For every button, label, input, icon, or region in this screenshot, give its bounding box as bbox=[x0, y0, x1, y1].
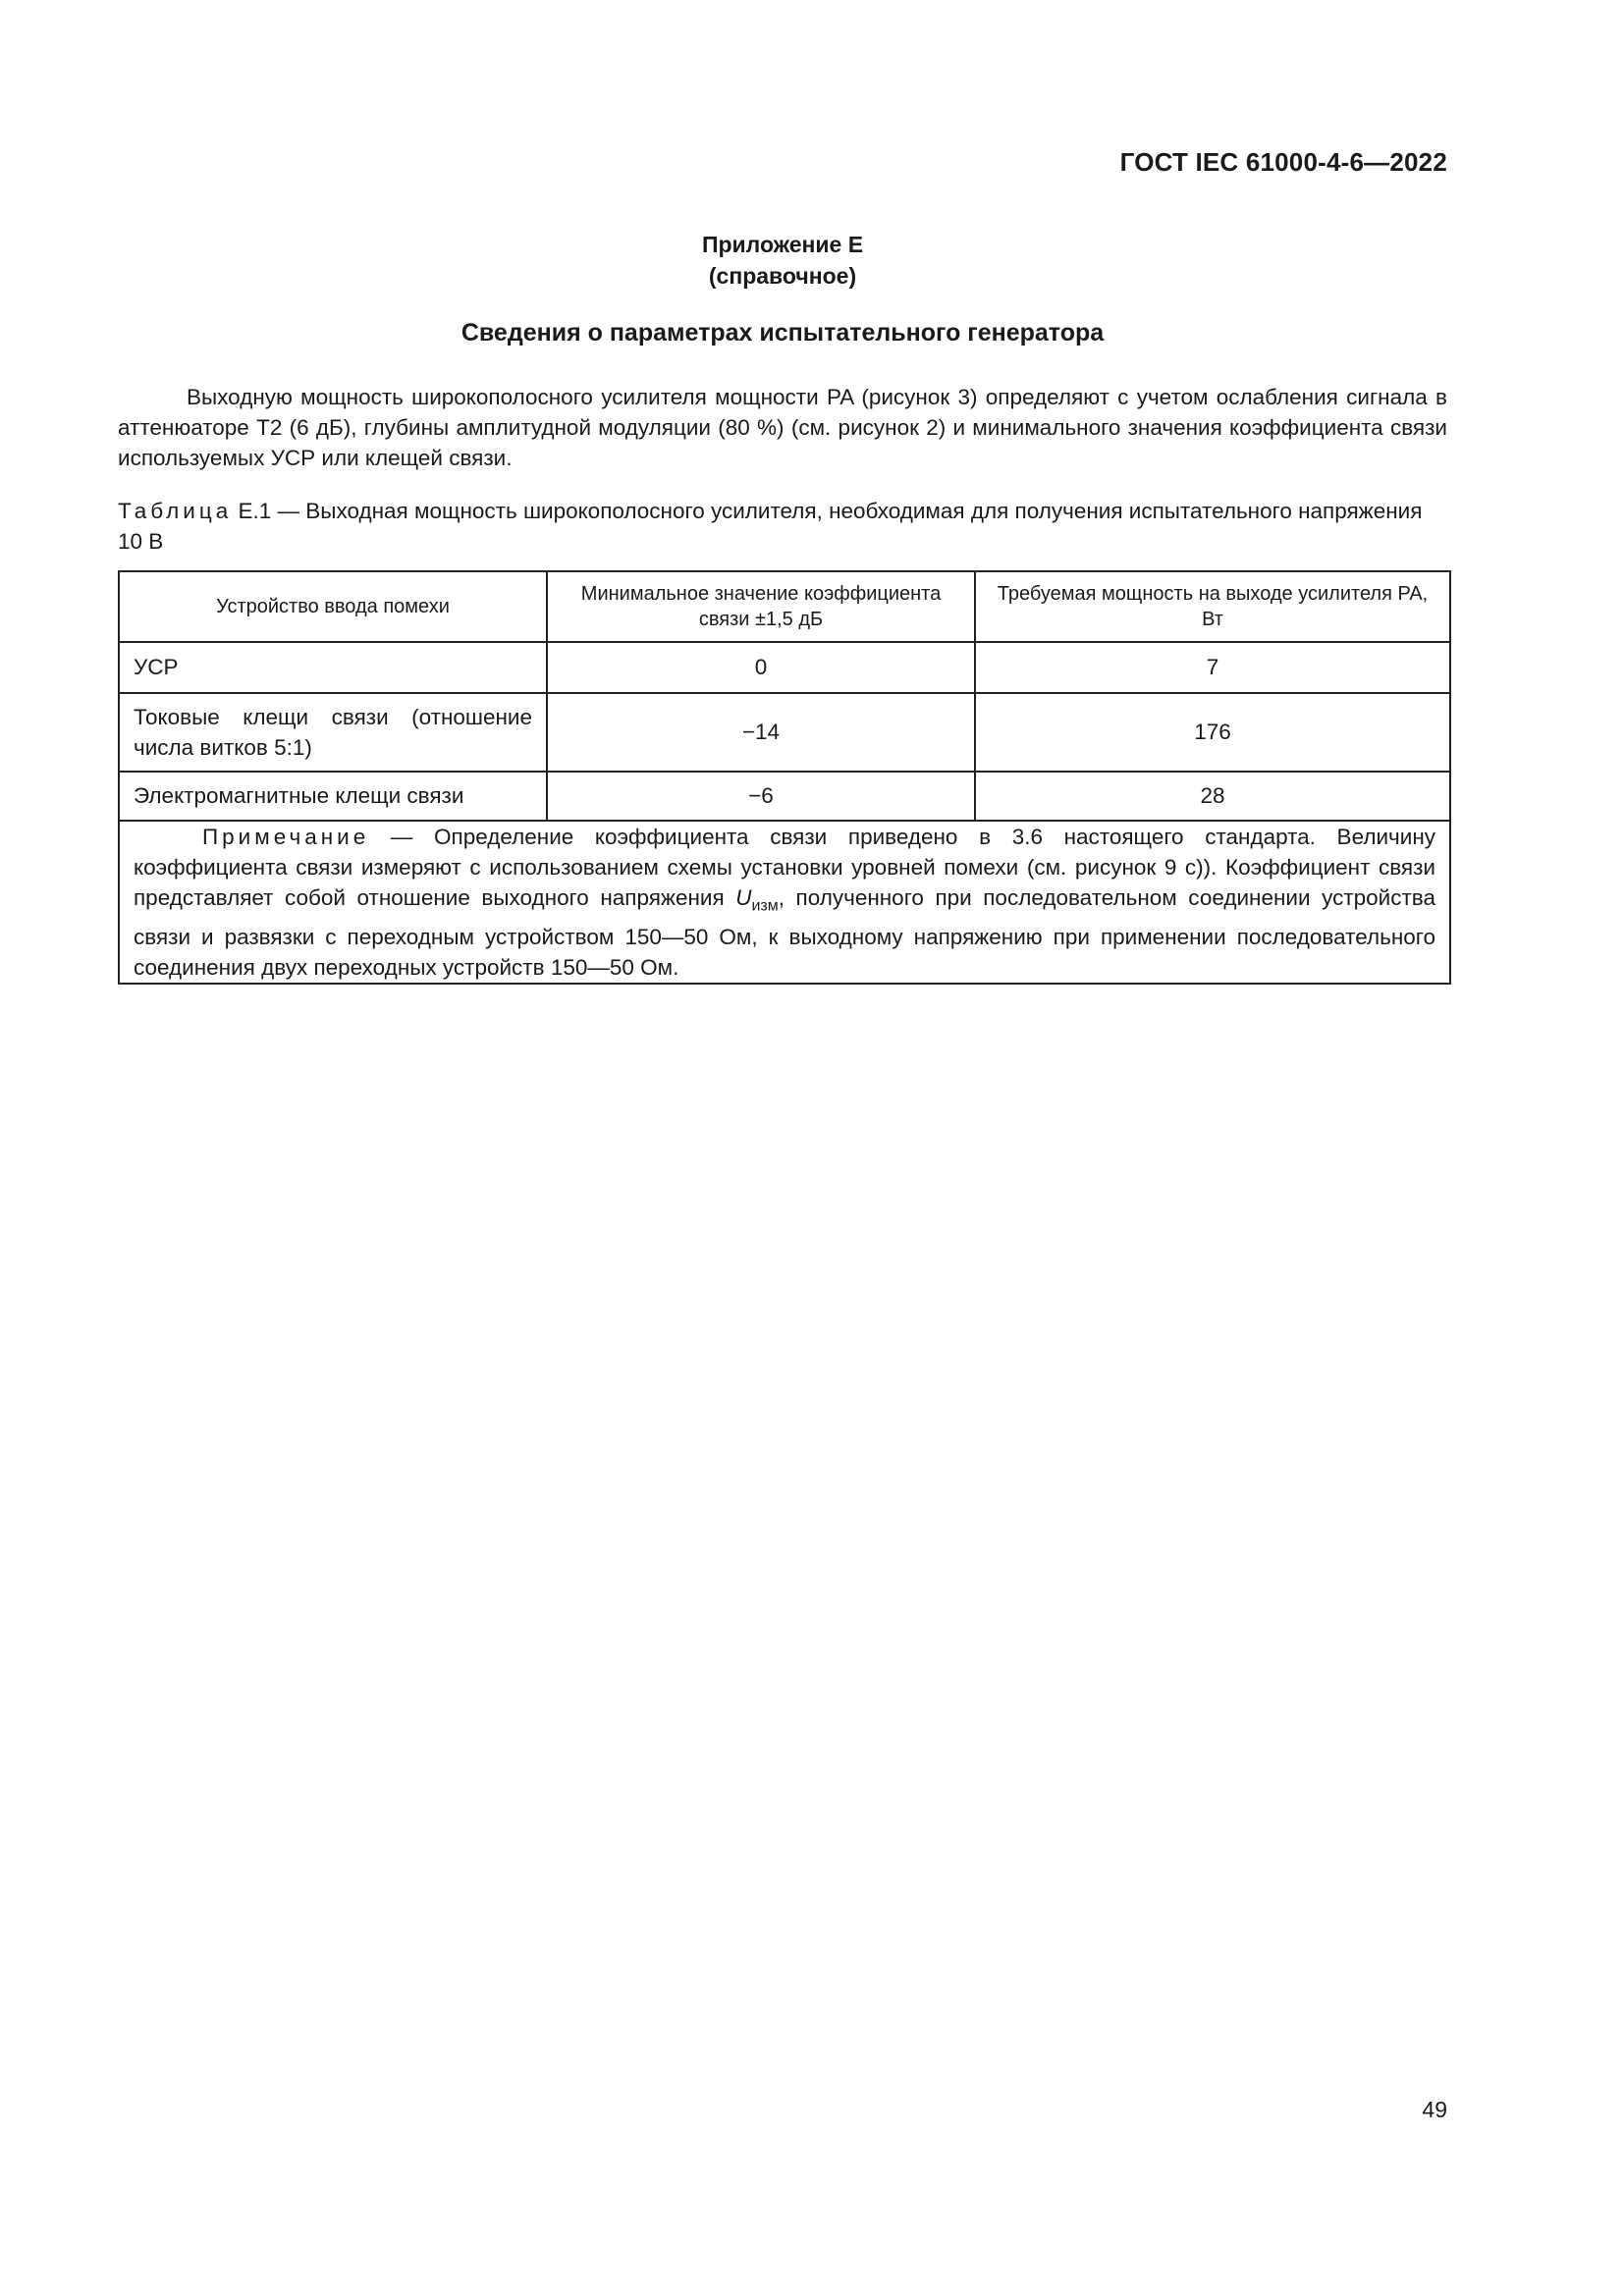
appendix-heading bbox=[0, 229, 1565, 292]
table-row bbox=[119, 772, 1450, 821]
header-device: Устройство ввода помехи bbox=[119, 571, 547, 642]
note-text-2: , полученного при последовательном соединении устройства связи и развязки с переходным устройством 150—50 Ом, к выходному напряжению при применении последовательного соединения двух переходных устройств 150—50 Ом. bbox=[134, 885, 1435, 980]
appendix-title: Приложение Е bbox=[701, 232, 864, 257]
page-number: 49 bbox=[1422, 2097, 1447, 2122]
table-note-row bbox=[119, 821, 1450, 984]
table-note bbox=[119, 821, 1450, 984]
cell-coefficient: 0 bbox=[547, 642, 975, 693]
note-text-1: — Определение коэффициента связи приведено в 3.6 настоящего стандарта. Величину коэффициента связи измеряют с использованием схемы установки уровней помехи (см. рисунок 9 c)). Коэффициент связи представляет собой отношение выходного напряжения bbox=[134, 825, 1435, 910]
header-coefficient: Минимальное значение коэффициента связи ±1,5 дБ bbox=[547, 571, 975, 642]
table-caption-text: — Выходная мощность широкополосного усилителя, необходимая для получения испытательного напряжения 10 В bbox=[118, 499, 1423, 554]
cell-power: 176 bbox=[975, 693, 1450, 772]
intro-text: Выходную мощность широкополосного усилителя мощности PA (рисунок 3) определяют с учетом ослабления сигнала в аттенюаторе Т2 (6 дБ), глубины амплитудной модуляции (80 %) (см. рисунок 2) и минимального значения коэффициента связи используемых УСР или клещей связи. bbox=[118, 385, 1447, 470]
cell-power: 7 bbox=[975, 642, 1450, 693]
power-table bbox=[118, 570, 1451, 985]
table-caption bbox=[118, 496, 1447, 557]
cell-coefficient: −6 bbox=[547, 772, 975, 821]
table-header-row bbox=[119, 571, 1450, 642]
cell-device: Токовые клещи связи (отношение числа витков 5:1) bbox=[119, 693, 547, 772]
note-label: Примечание bbox=[202, 825, 370, 849]
note-symbol-sub: изм bbox=[751, 897, 779, 915]
table-caption-label: Таблица bbox=[118, 499, 233, 523]
cell-device: УСР bbox=[119, 642, 547, 693]
appendix-subtitle: (справочное) bbox=[708, 263, 857, 289]
table-row bbox=[119, 642, 1450, 693]
table-caption-number: Е.1 bbox=[238, 499, 272, 523]
section-title: Сведения о параметрах испытательного генератора bbox=[460, 319, 1105, 347]
cell-device: Электромагнитные клещи связи bbox=[119, 772, 547, 821]
cell-power: 28 bbox=[975, 772, 1450, 821]
table-row bbox=[119, 693, 1450, 772]
document-code: ГОСТ IEC 61000-4-6—2022 bbox=[1119, 147, 1447, 177]
header-power: Требуемая мощность на выходе усилителя PA, Вт bbox=[975, 571, 1450, 642]
intro-paragraph bbox=[118, 382, 1447, 473]
note-symbol: U bbox=[735, 885, 752, 910]
cell-coefficient: −14 bbox=[547, 693, 975, 772]
